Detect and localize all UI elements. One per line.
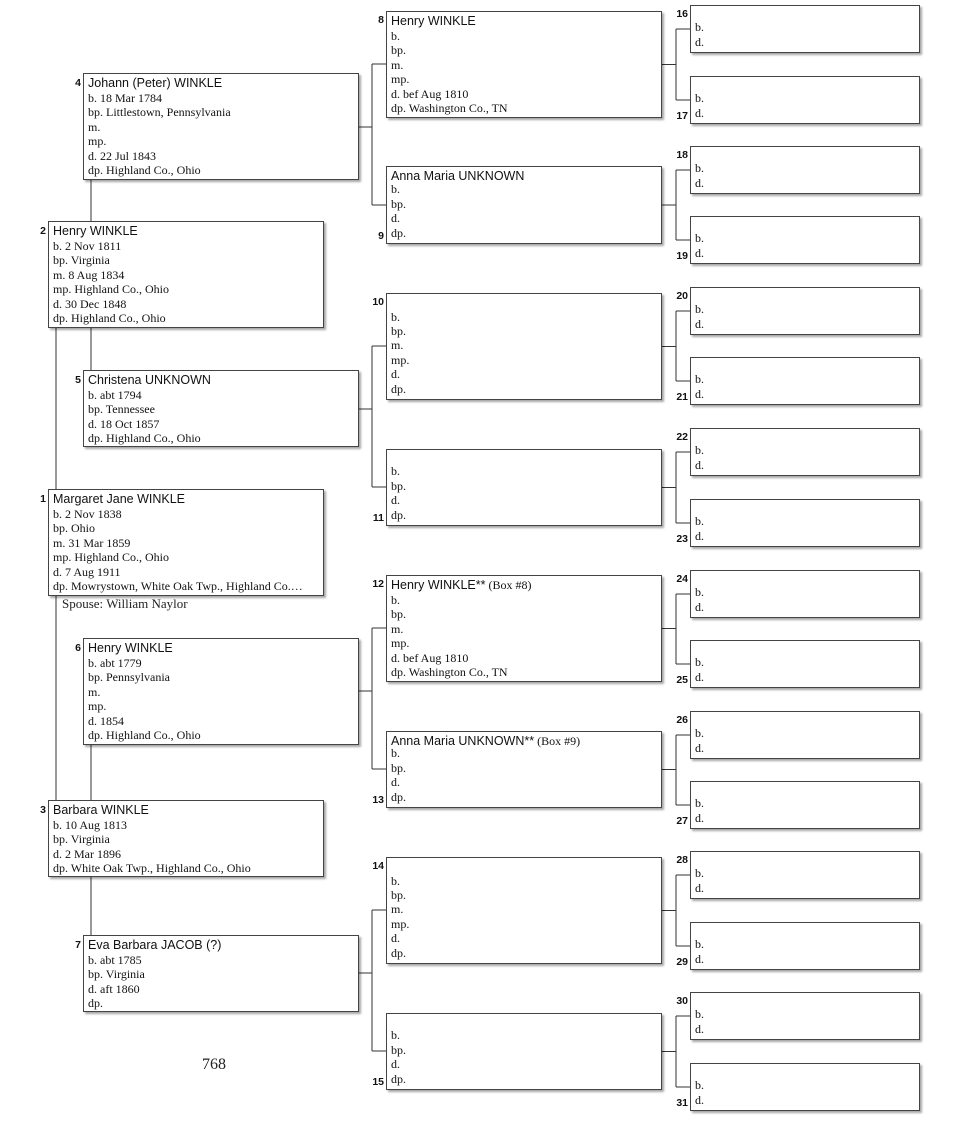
person-box-31[interactable] [690, 1063, 920, 1111]
detail-line: bp. [391, 607, 406, 622]
person-number-19: 19 [676, 250, 688, 262]
person-box-18[interactable] [690, 146, 920, 194]
detail-line: d. 30 Dec 1848 [53, 296, 127, 311]
detail-line: b. [695, 655, 704, 669]
person-name [53, 224, 319, 239]
person-details [391, 29, 657, 115]
person-name-text: Henry WINKLE [88, 641, 173, 655]
person-number-16: 16 [676, 8, 688, 20]
person-name-text: Anna Maria UNKNOWN** [391, 734, 535, 748]
person-box-17[interactable] [690, 76, 920, 124]
person-details [88, 388, 354, 446]
person-name [88, 373, 354, 388]
person-box-27[interactable] [690, 781, 920, 829]
person-number-7: 7 [75, 939, 81, 951]
detail-line: d. [695, 245, 704, 260]
detail-line: b. 18 Mar 1784 [88, 91, 162, 105]
detail-line: bp. [391, 760, 406, 775]
detail-line: d. [695, 175, 704, 190]
detail-line: bp. [391, 196, 406, 211]
detail-line: d. [695, 386, 704, 401]
detail-line: d. [695, 599, 704, 614]
person-number-31: 31 [676, 1097, 688, 1109]
person-name-text: Anna Maria UNKNOWN [391, 169, 525, 183]
detail-line: d. [695, 810, 704, 825]
detail-line: mp. Highland Co., Ohio [53, 550, 169, 565]
person-name-text: Barbara WINKLE [53, 803, 149, 817]
detail-line: m. [88, 119, 101, 134]
spouse-name: William Naylor [106, 596, 188, 611]
person-number-4: 4 [75, 77, 81, 89]
person-box-29[interactable] [690, 922, 920, 970]
detail-line: bp. Littlestown, Pennsylvania [88, 105, 231, 120]
person-details [695, 91, 915, 120]
detail-line: d. [391, 367, 400, 382]
person-details [695, 585, 915, 614]
detail-line: b. [695, 937, 704, 951]
detail-line: dp. Mowrystown, White Oak Twp., Highland Co.… [53, 579, 303, 594]
detail-line: dp. [391, 507, 406, 522]
detail-line: dp. Highland Co., Ohio [88, 728, 201, 743]
person-box-28[interactable] [690, 851, 920, 899]
person-details [695, 1078, 915, 1107]
detail-line: m. 31 Mar 1859 [53, 535, 131, 550]
person-name [53, 492, 319, 507]
page-number: 768 [202, 1056, 226, 1073]
person-box-26[interactable] [690, 711, 920, 759]
detail-line: b. [695, 585, 704, 599]
person-details [695, 231, 915, 260]
person-box-23[interactable] [690, 499, 920, 547]
person-name-text: Johann (Peter) WINKLE [88, 76, 223, 90]
person-number-3: 3 [40, 804, 46, 816]
person-name-text: Eva Barbara JACOB (?) [88, 938, 222, 952]
detail-line: b. [695, 372, 704, 386]
detail-line: m. 8 Aug 1834 [53, 267, 125, 282]
detail-line: d. [695, 457, 704, 472]
detail-line: bp. [391, 1042, 406, 1057]
detail-line: b. 2 Nov 1811 [53, 239, 122, 253]
person-number-12: 12 [372, 578, 384, 590]
person-box-24[interactable] [690, 570, 920, 618]
detail-line: dp. [391, 381, 406, 396]
detail-line: b. [695, 443, 704, 457]
person-number-15: 15 [372, 1076, 384, 1088]
person-name-text: Margaret Jane WINKLE [53, 492, 185, 506]
detail-line: b. [391, 746, 400, 761]
detail-line: b. [391, 309, 400, 324]
person-details [695, 937, 915, 966]
detail-line: d. [695, 316, 704, 331]
detail-line: d. [695, 669, 704, 684]
person-box-13[interactable] [386, 731, 662, 808]
detail-line: dp. White Oak Twp., Highland Co., Ohio [53, 861, 251, 876]
detail-line: dp. [391, 945, 406, 960]
person-number-11: 11 [372, 512, 384, 524]
detail-line: b. 10 Aug 1813 [53, 818, 128, 832]
person-box-7[interactable] [83, 935, 359, 1012]
person-box-15[interactable] [386, 1013, 662, 1090]
person-number-24: 24 [676, 573, 688, 585]
person-box-30[interactable] [690, 992, 920, 1040]
person-box-16[interactable] [690, 5, 920, 53]
detail-line: b. [695, 231, 704, 245]
person-number-22: 22 [676, 431, 688, 443]
person-number-28: 28 [676, 854, 688, 866]
detail-line: d. [391, 1057, 400, 1072]
person-details [695, 302, 915, 331]
person-number-26: 26 [676, 714, 688, 726]
detail-line: mp. [88, 134, 107, 149]
person-box-11[interactable] [386, 449, 662, 526]
person-number-27: 27 [676, 815, 688, 827]
person-name-text: Henry WINKLE [391, 14, 476, 28]
person-name-text: Henry WINKLE** [391, 578, 486, 592]
detail-line: d. bef Aug 1810 [391, 650, 469, 665]
person-number-18: 18 [676, 149, 688, 161]
detail-line: d. [695, 740, 704, 755]
person-details [391, 874, 657, 960]
detail-line: dp. Washington Co., TN [391, 101, 508, 116]
person-number-25: 25 [676, 674, 688, 686]
detail-line: d. bef Aug 1810 [391, 86, 469, 101]
person-box-1[interactable] [48, 489, 324, 596]
person-details [391, 464, 657, 522]
person-name [53, 803, 319, 818]
person-details [695, 655, 915, 684]
person-number-30: 30 [676, 995, 688, 1007]
person-name [88, 76, 354, 91]
person-details [695, 726, 915, 755]
detail-line: bp. [391, 887, 406, 902]
person-number-29: 29 [676, 956, 688, 968]
person-number-8: 8 [378, 14, 384, 26]
person-details [88, 656, 354, 742]
detail-line: bp. [391, 323, 406, 338]
person-box-8[interactable] [386, 11, 662, 118]
detail-line: d. aft 1860 [88, 981, 140, 996]
person-details [695, 20, 915, 49]
detail-line: b. [695, 514, 704, 528]
detail-line: mp. Highland Co., Ohio [53, 282, 169, 297]
person-box-20[interactable] [690, 287, 920, 335]
person-name [391, 578, 657, 593]
person-name-text: Henry WINKLE [53, 224, 138, 238]
detail-line: bp. Ohio [53, 521, 95, 536]
person-details [391, 182, 657, 240]
person-name [391, 14, 657, 29]
detail-line: mp. [391, 636, 410, 651]
person-note: (Box #9) [534, 734, 581, 748]
person-number-2: 2 [40, 225, 46, 237]
detail-line: dp. Highland Co., Ohio [53, 311, 166, 326]
detail-line: dp. [391, 789, 406, 804]
person-box-4[interactable] [83, 73, 359, 180]
person-details [695, 866, 915, 895]
person-box-2[interactable] [48, 221, 324, 328]
person-box-21[interactable] [690, 357, 920, 405]
detail-line: dp. Washington Co., TN [391, 665, 508, 680]
detail-line: d. [391, 493, 400, 508]
detail-line: mp. [88, 699, 107, 714]
detail-line: m. [391, 621, 404, 636]
person-box-22[interactable] [690, 428, 920, 476]
detail-line: b. 2 Nov 1838 [53, 507, 122, 521]
detail-line: d. [695, 951, 704, 966]
person-number-21: 21 [676, 391, 688, 403]
detail-line: d. [391, 775, 400, 790]
person-box-25[interactable] [690, 640, 920, 688]
detail-line: dp. [88, 996, 103, 1011]
detail-line: m. [88, 684, 101, 699]
person-details [53, 239, 319, 325]
person-details [88, 91, 354, 177]
detail-line: bp. Virginia [88, 967, 145, 982]
detail-line: d. [695, 34, 704, 49]
detail-line: dp. Highland Co., Ohio [88, 431, 201, 446]
detail-line: b. abt 1779 [88, 656, 142, 670]
detail-line: b. [695, 91, 704, 105]
person-details [695, 372, 915, 401]
detail-line: bp. [391, 478, 406, 493]
detail-line: m. [391, 57, 404, 72]
detail-line: d. 7 Aug 1911 [53, 564, 121, 579]
person-box-5[interactable] [83, 370, 359, 447]
detail-line: d. [695, 880, 704, 895]
detail-line: d. [391, 931, 400, 946]
person-number-1: 1 [40, 493, 46, 505]
person-box-10[interactable] [386, 293, 662, 400]
detail-line: b. abt 1794 [88, 388, 142, 402]
person-details [695, 161, 915, 190]
person-details [391, 593, 657, 679]
detail-line: d. [695, 1092, 704, 1107]
person-name-text: Christena UNKNOWN [88, 373, 211, 387]
detail-line: bp. Virginia [53, 253, 110, 268]
detail-line: b. abt 1785 [88, 953, 142, 967]
detail-line: b. [391, 464, 400, 479]
detail-line: d. [695, 1021, 704, 1036]
person-box-3[interactable] [48, 800, 324, 877]
detail-line: d. 1854 [88, 713, 124, 728]
person-number-17: 17 [676, 110, 688, 122]
person-name [88, 641, 354, 656]
spouse-label: Spouse: [62, 596, 104, 611]
detail-line: d. 22 Jul 1843 [88, 148, 157, 163]
person-details [391, 1028, 657, 1086]
detail-line: b. [695, 866, 704, 880]
detail-line: b. [695, 726, 704, 740]
detail-line: b. [695, 796, 704, 810]
detail-line: d. 18 Oct 1857 [88, 416, 160, 431]
detail-line: b. [695, 20, 704, 34]
detail-line: d. [695, 528, 704, 543]
spouse-note [62, 596, 188, 612]
person-number-20: 20 [676, 290, 688, 302]
person-details [53, 818, 319, 876]
person-details [695, 796, 915, 825]
person-box-12[interactable] [386, 575, 662, 682]
detail-line: d. [695, 105, 704, 120]
detail-line: mp. [391, 916, 410, 931]
person-details [53, 507, 319, 593]
detail-line: m. [391, 338, 404, 353]
detail-line: dp. Highland Co., Ohio [88, 163, 201, 178]
detail-line: b. [391, 1028, 400, 1043]
person-details [391, 310, 657, 396]
detail-line: b. [391, 182, 400, 197]
person-details [88, 953, 354, 1011]
person-box-6[interactable] [83, 638, 359, 745]
detail-line: b. [695, 1007, 704, 1021]
person-details [695, 443, 915, 472]
detail-line: mp. [391, 352, 410, 367]
detail-line: b. [391, 29, 400, 43]
detail-line: bp. Pennsylvania [88, 670, 170, 685]
person-details [391, 746, 657, 804]
person-number-14: 14 [372, 860, 384, 872]
detail-line: bp. Virginia [53, 832, 110, 847]
person-note: (Box #8) [485, 578, 532, 592]
detail-line: b. [695, 1078, 704, 1092]
detail-line: dp. [391, 225, 406, 240]
detail-line: dp. [391, 1071, 406, 1086]
person-number-6: 6 [75, 642, 81, 654]
person-number-9: 9 [378, 230, 384, 242]
person-number-5: 5 [75, 374, 81, 386]
detail-line: b. [391, 593, 400, 607]
detail-line: mp. [391, 72, 410, 87]
person-number-23: 23 [676, 533, 688, 545]
person-name [88, 938, 354, 953]
person-box-19[interactable] [690, 216, 920, 264]
person-details [695, 514, 915, 543]
person-number-13: 13 [372, 794, 384, 806]
person-number-10: 10 [372, 296, 384, 308]
person-details [695, 1007, 915, 1036]
detail-line: b. [695, 161, 704, 175]
detail-line: d. [391, 211, 400, 226]
detail-line: bp. [391, 43, 406, 58]
detail-line: d. 2 Mar 1896 [53, 846, 121, 861]
detail-line: b. [695, 302, 704, 316]
detail-line: b. [391, 873, 400, 888]
detail-line: bp. Tennessee [88, 402, 155, 417]
detail-line: m. [391, 902, 404, 917]
person-box-9[interactable] [386, 166, 662, 244]
person-box-14[interactable] [386, 857, 662, 964]
